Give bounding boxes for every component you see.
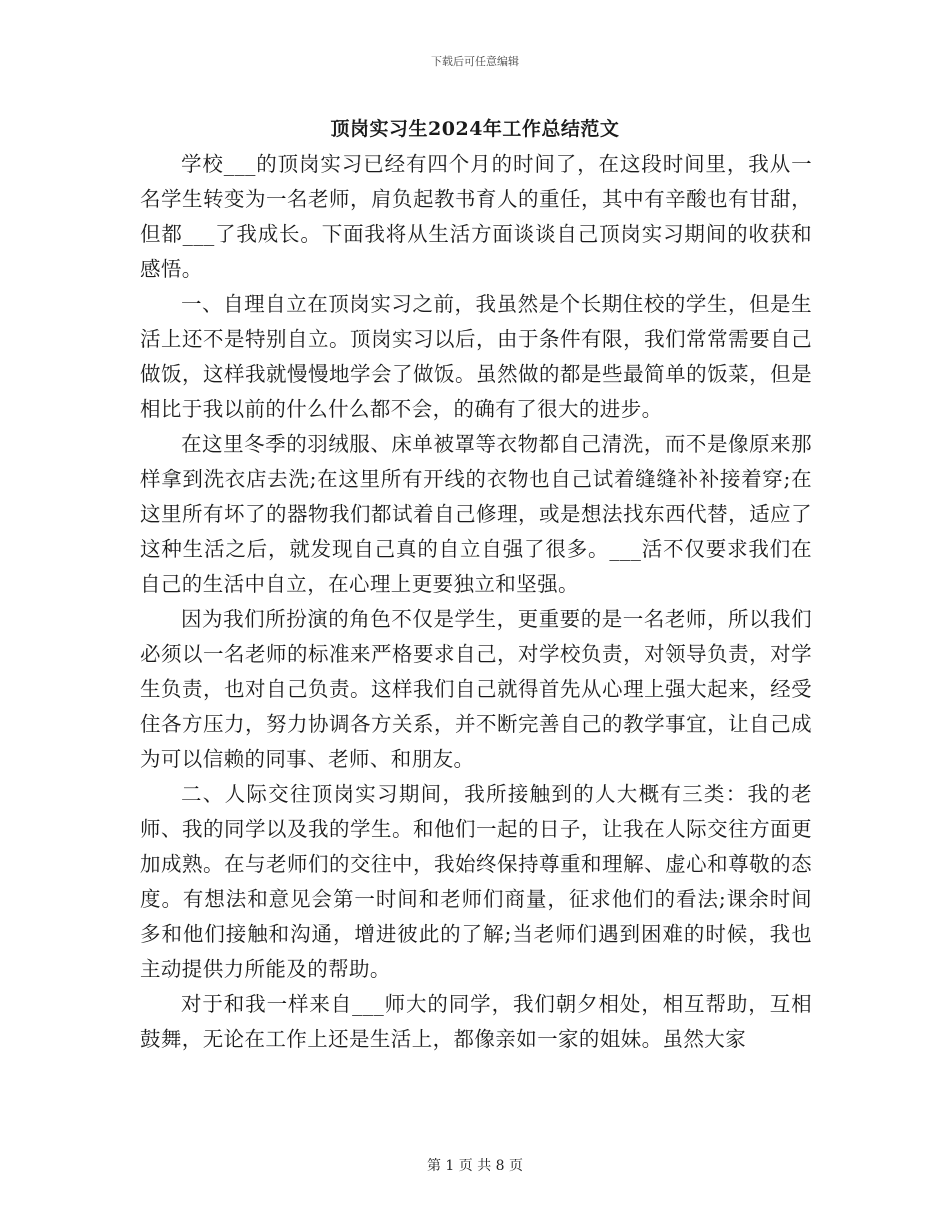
paragraph: 因为我们所扮演的角色不仅是学生，更重要的是一名老师，所以我们必须以一名老师的标准来严格要求自己，对学校负责，对领导负责，对学生负责，也对自己负责。这样我们自己就得首先从心理上强大起来，经受住各方压力，努力协调各方关系，并不断完善自己的教学事宜，让自己成为可以信赖的同事、老师、和朋友。 <box>140 607 812 771</box>
document-title: 顶岗实习生2024年工作总结范文 <box>330 118 620 140</box>
paragraph: 二、人际交往顶岗实习期间，我所接触到的人大概有三类：我的老师、我的同学以及我的学生。和他们一起的日子，让我在人际交往方面更加成熟。在与老师们的交往中，我始终保持尊重和理解、虚心和尊敬的态度。有想法和意见会第一时间和老师们商量，征求他们的看法;课余时间多和他们接触和沟通，增进彼此的了解;当老师们遇到困难的时候，我也主动提供力所能及的帮助。 <box>140 782 812 981</box>
paragraph: 一、自理自立在顶岗实习之前，我虽然是个长期住校的学生，但是生活上还不是特别自立。顶岗实习以后，由于条件有限，我们常常需要自己做饭，这样我就慢慢地学会了做饭。虽然做的都是些最简单的饭菜，但是相比于我以前的什么什么都不会，的确有了很大的进步。 <box>140 292 812 421</box>
document-body <box>140 147 812 1057</box>
header-note: 下载后可任意编辑 <box>431 55 519 68</box>
paragraph: 学校___的顶岗实习已经有四个月的时间了，在这段时间里，我从一名学生转变为一名老师，肩负起教书育人的重任，其中有辛酸也有甘甜，但都___了我成长。下面我将从生活方面谈谈自己顶岗实习期间的收获和感悟。 <box>140 152 812 281</box>
page-footer: 第 1 页 共 8 页 <box>426 1158 524 1174</box>
paragraph: 对于和我一样来自___师大的同学，我们朝夕相处，相互帮助，互相鼓舞，无论在工作上还是生活上，都像亲如一家的姐妹。虽然大家 <box>140 992 812 1051</box>
paragraph: 在这里冬季的羽绒服、床单被罩等衣物都自己清洗，而不是像原来那样拿到洗衣店去洗;在这里所有开线的衣物也自己试着缝缝补补接着穿;在这里所有坏了的器物我们都试着自己修理，或是想法找东西代替，适应了这种生活之后，就发现自己真的自立自强了很多。___活不仅要求我们在自己的生活中自立，在心理上更要独立和坚强。 <box>140 432 812 596</box>
